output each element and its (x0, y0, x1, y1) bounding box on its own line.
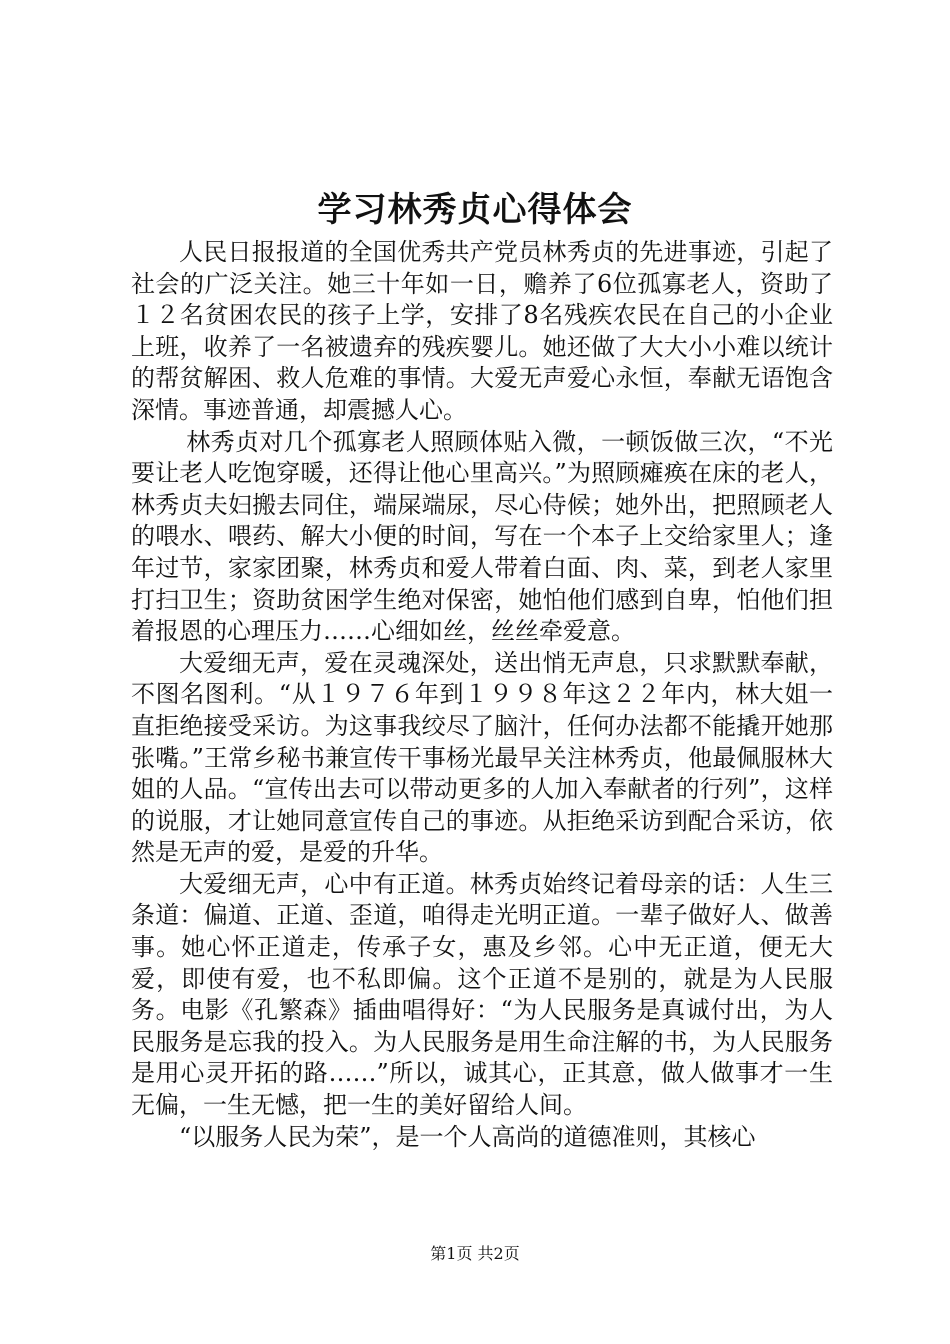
paragraph-1: 人民日报报道的全国优秀共产党员林秀贞的先进事迹，引起了社会的广泛关注。她三十年如一日，赡养了6位孤寡老人，资助了１２名贫困农民的孩子上学，安排了8名残疾农民在自己的小企业上班，收养了一名被遗弃的残疾婴儿。她还做了大大小小难以统计的帮贫解困、救人危难的事情。大爱无声爱心永恒，奉献无语饱含深情。事迹普通，却震撼人心。 (131, 238, 833, 424)
paragraph-4: 大爱细无声，心中有正道。林秀贞始终记着母亲的话：人生三条道：偏道、正道、歪道，咱得走光明正道。一辈子做好人、做善事。她心怀正道走，传承子女，惠及乡邻。心中无正道，便无大爱，即使有爱，也不私即偏。这个正道不是别的，就是为人民服务。电影《孔繁森》插曲唱得好：“为人民服务是真诚付出，为人民服务是忘我的投入。为人民服务是用生命注解的书，为人民服务是用心灵开拓的路……”所以，诚其心，正其意，做人做事才一生无偏，一生无憾，把一生的美好留给人间。 (131, 869, 833, 1120)
paragraph-5: “以服务人民为荣”，是一个人高尚的道德准则，其核心 (179, 1122, 756, 1151)
document-body (131, 237, 833, 1153)
paragraph-2: 林秀贞对几个孤寡老人照顾体贴入微，一顿饭做三次，“不光要让老人吃饱穿暖，还得让他心里高兴。”为照顾瘫痪在床的老人，林秀贞夫妇搬去同住，端屎端尿，尽心侍候；她外出，把照顾老人的喂水、喂药、解大小便的时间，写在一个本子上交给家里人；逢年过节，家家团聚，林秀贞和爱人带着白面、肉、菜，到老人家里打扫卫生；资助贫困学生绝对保密，她怕他们感到自卑，怕他们担着报恩的心理压力……心细如丝，丝丝牵爱意。 (131, 427, 833, 646)
paragraph-3: 大爱细无声，爱在灵魂深处，送出悄无声息，只求默默奉献，不图名图利。“从１９７６年到１９９８年这２２年内，林大姐一直拒绝接受采访。为这事我绞尽了脑汁，任何办法都不能撬开她那张嘴。”王常乡秘书兼宣传干事杨光最早关注林秀贞，他最佩服林大姐的人品。“宣传出去可以带动更多的人加入奉献者的行列”，这样的说服，才让她同意宣传自己的事迹。从拒绝采访到配合采访，依然是无声的爱，是爱的升华。 (131, 648, 833, 867)
document-title: 学习林秀贞心得体会 (317, 190, 633, 230)
page-number-footer: 第1页 共2页 (430, 1244, 520, 1263)
